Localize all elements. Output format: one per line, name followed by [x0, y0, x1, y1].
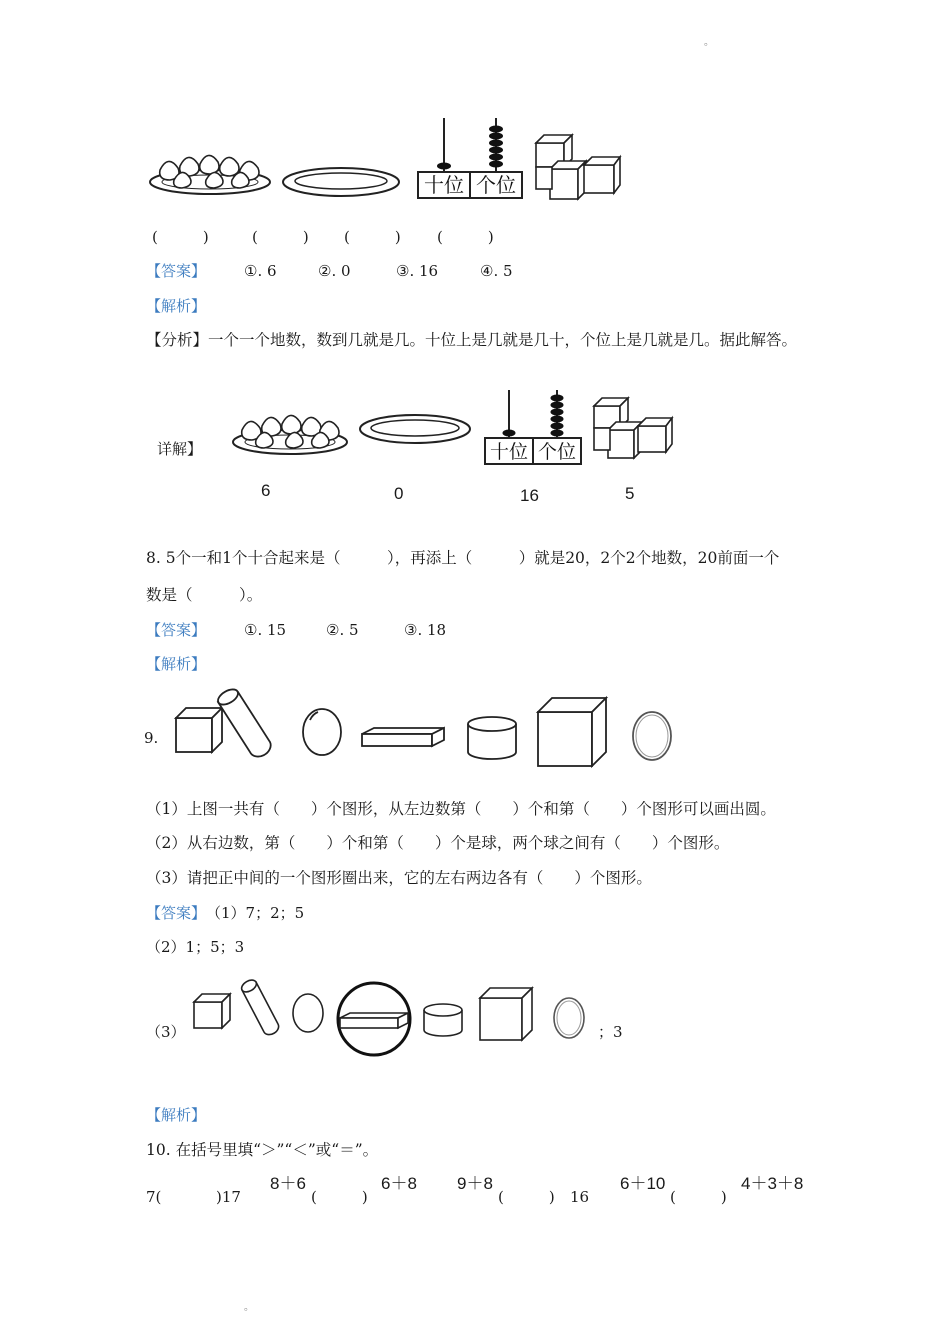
- q10-c3-blank[interactable]: ( ): [498, 1188, 555, 1206]
- q8-analysis-tag: 【解析】: [146, 655, 207, 673]
- q8-answer-3: ③. 18: [404, 621, 447, 639]
- detail-value-1: 6: [261, 481, 271, 500]
- q9-analysis-tag: 【解析】: [146, 1106, 207, 1124]
- q9-answer-2: （2）1；5；3: [146, 938, 245, 956]
- q7-blank-3[interactable]: ( ): [344, 228, 401, 246]
- q10-c1-right: )17: [216, 1188, 241, 1206]
- q7-answer-1: ①. 6: [244, 262, 277, 280]
- q10-c2-blank[interactable]: ( ): [311, 1188, 368, 1206]
- q10-title: 10. 在括号里填“＞”“＜”或“＝”。: [146, 1141, 379, 1159]
- q7-answer-3: ③. 16: [396, 262, 439, 280]
- q10-c4-blank[interactable]: ( ): [670, 1188, 727, 1206]
- detail-value-2: 0: [394, 484, 404, 503]
- q8-answer-1: ①. 15: [244, 621, 287, 639]
- q7-answer-tag: 【答案】: [146, 262, 207, 280]
- q9-answer-1: （1）7；2；5: [206, 904, 305, 922]
- q7-blank-4[interactable]: ( ): [437, 228, 494, 246]
- q9-answer-3-label: （3）: [146, 1023, 186, 1041]
- q10-c2-right-expr: 6＋8: [381, 1174, 417, 1193]
- q8-line-2: 数是（ ）。: [146, 586, 263, 604]
- q7-answer-2: ②. 0: [318, 262, 351, 280]
- q9-number: 9.: [144, 729, 159, 747]
- detail-value-4: 5: [625, 484, 635, 503]
- abacus-tens-label: 十位: [424, 173, 464, 197]
- abacus-figure: [416, 116, 524, 202]
- detail-cubes: [592, 396, 674, 460]
- detail-empty-plate: [358, 413, 472, 445]
- q8-answer-2: ②. 5: [326, 621, 359, 639]
- detail-tens-label: 十位: [489, 441, 529, 463]
- q7-detail-label: 详解】: [157, 440, 203, 458]
- q9-sub-1: （1）上图一共有（ ）个图形，从左边数第（ ）个和第（ ）个图形可以画出圆。: [146, 800, 776, 818]
- q9-answer-tag: 【答案】: [146, 904, 207, 922]
- q9-sub-3: （3）请把正中间的一个图形圈出来，它的左右两边各有（ ）个图形。: [146, 869, 652, 887]
- q10-c4-left-expr: 6＋10: [620, 1174, 666, 1193]
- footer-mark: 。: [244, 1302, 254, 1313]
- empty-plate-figure: [281, 166, 401, 198]
- q7-analysis-text: 【分析】一个一个地数，数到几就是几。十位上是几就是几十，个位上是几就是几。据此解答。: [146, 331, 798, 349]
- abacus-ones-label: 个位: [476, 173, 516, 197]
- q8-answer-tag: 【答案】: [146, 621, 207, 639]
- q10-c3-left-expr: 9＋8: [457, 1174, 493, 1193]
- cubes-figure: [534, 133, 622, 203]
- q10-c1-left: 7(: [146, 1188, 162, 1206]
- header-mark: 。: [704, 37, 714, 48]
- detail-peaches-plate: [230, 402, 350, 458]
- q10-c3-right: 16: [570, 1188, 590, 1206]
- detail-ones-label: 个位: [537, 441, 577, 463]
- q8-line-1: 8. 5个一和1个十合起来是（ ），再添上（ ）就是20，2个2个地数，20前面一个: [146, 549, 780, 567]
- q7-blank-2[interactable]: ( ): [252, 228, 309, 246]
- q10-c2-left-expr: 8＋6: [270, 1174, 306, 1193]
- peaches-plate-figure: [146, 140, 274, 198]
- q9-sub-2: （2）从右边数，第（ ）个和第（ ）个是球，两个球之间有（ ）个图形。: [146, 834, 730, 852]
- detail-abacus: [483, 388, 583, 468]
- q7-analysis-tag: 【解析】: [146, 297, 207, 315]
- q10-c4-right-expr: 4＋3＋8: [741, 1174, 804, 1193]
- detail-value-3: 16: [520, 486, 539, 505]
- q9-answer-3-tail: ；3: [598, 1023, 623, 1041]
- q9-shapes-row: [170, 690, 680, 770]
- q7-blank-1[interactable]: ( ): [152, 228, 209, 246]
- q7-answer-4: ④. 5: [480, 262, 513, 280]
- q9-answer-shapes-row: [188, 976, 598, 1086]
